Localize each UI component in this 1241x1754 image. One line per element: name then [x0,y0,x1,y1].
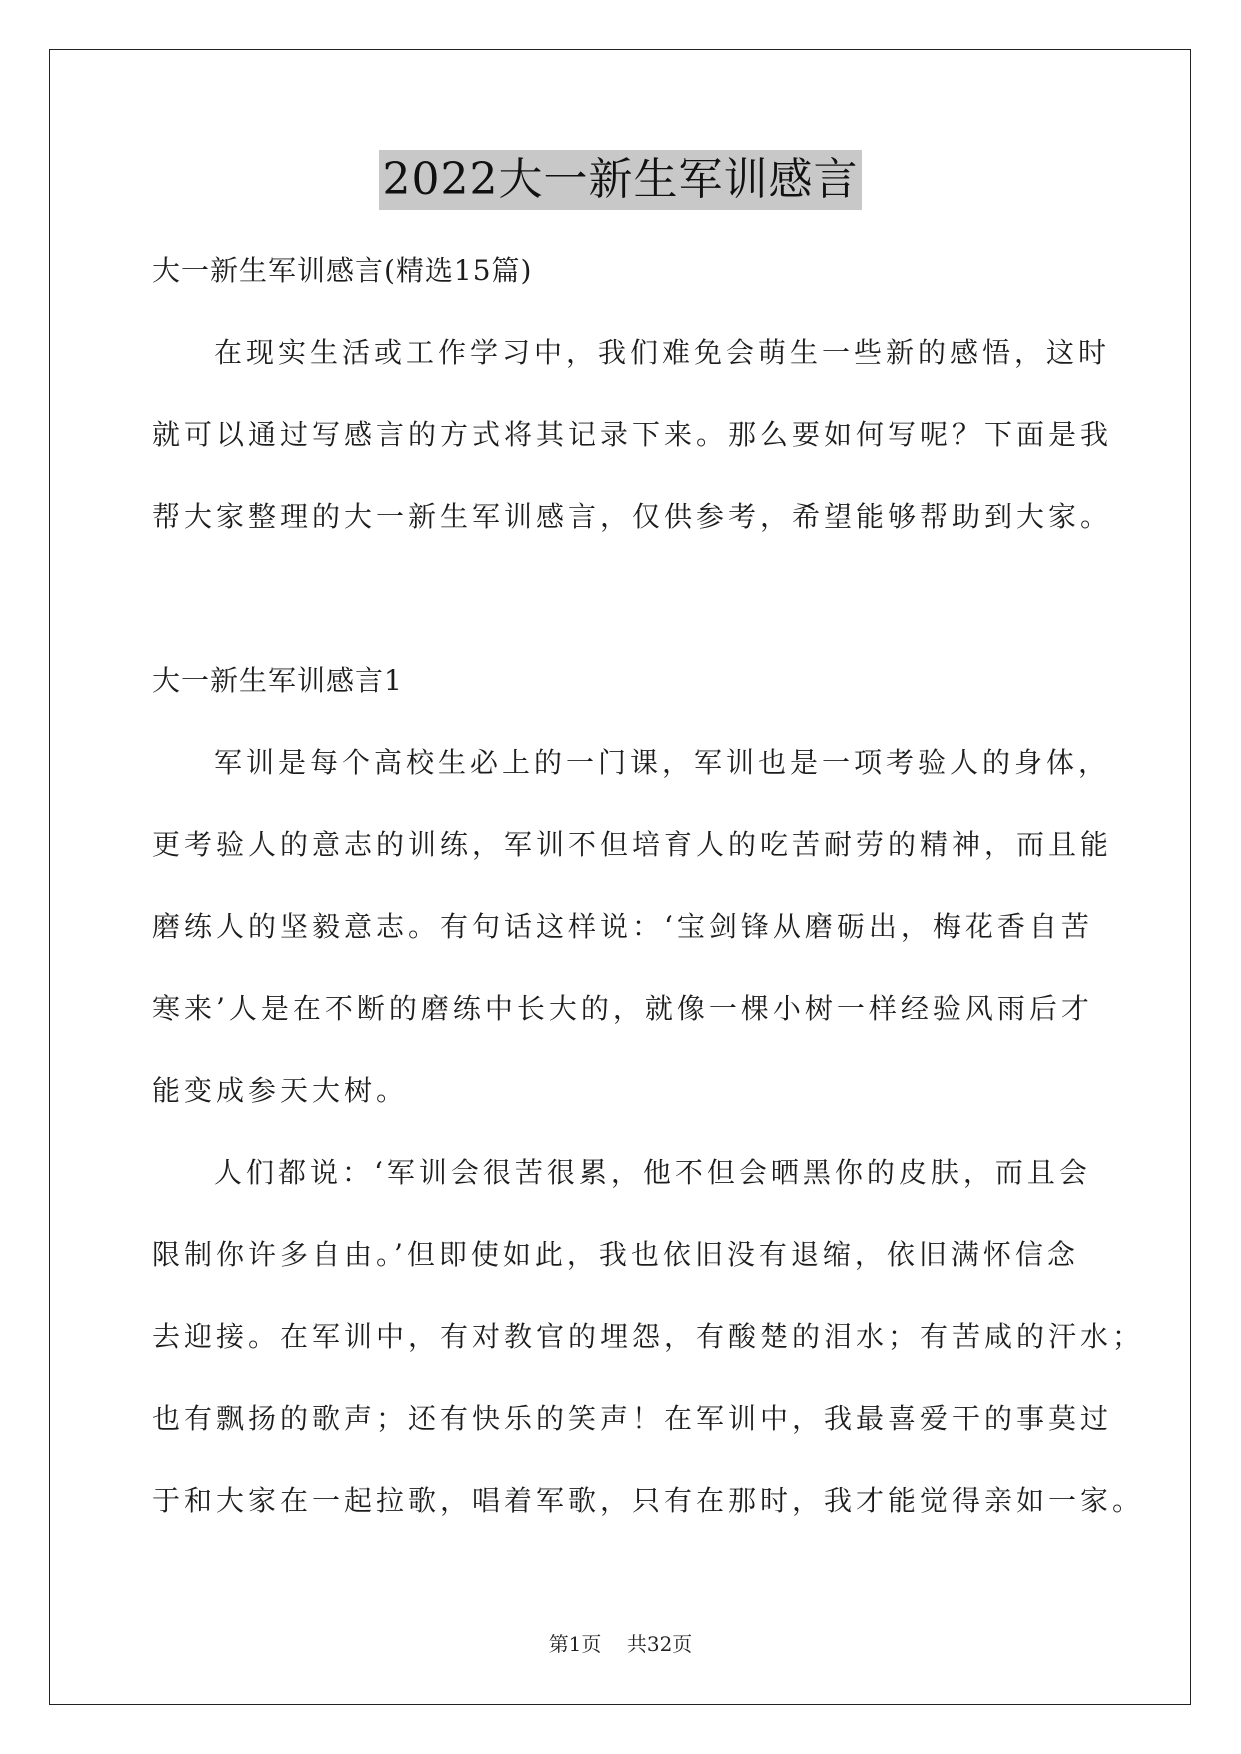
paragraph-line: 更考验人的意志的训练，军训不但培育人的吃苦耐劳的精神，而且能 [152,828,1113,861]
paragraph-line: 军训是每个高校生必上的一门课，军训也是一项考验人的身体， [214,746,1111,779]
page-total: 共32页 [626,1632,693,1656]
document-subtitle: 大一新生军训感言(精选15篇) [152,254,533,287]
paragraph-line: 限制你许多自由。’但即使如此，我也依旧没有退缩，依旧满怀信念 [152,1238,1079,1271]
document-title: 2022大一新生军训感言 [379,150,863,210]
paragraph-line: 于和大家在一起拉歌，唱着军歌，只有在那时，我才能觉得亲如一家。 [152,1484,1145,1517]
paragraph-line: 去迎接。在军训中，有对教官的埋怨，有酸楚的泪水；有苦咸的汗水； [152,1320,1145,1353]
paragraph-line: 也有飘扬的歌声；还有快乐的笑声！在军训中，我最喜爱干的事莫过 [152,1402,1113,1435]
blank-line [152,558,1092,640]
intro-line: 就可以通过写感言的方式将其记录下来。那么要如何写呢？下面是我 [152,418,1113,451]
section-heading: 大一新生军训感言1 [152,664,403,697]
paragraph-line: 磨练人的坚毅意志。有句话这样说：‘宝剑锋从磨砺出，梅花香自苦 [152,910,1093,943]
title-block [0,150,1241,210]
paragraph-line: 人们都说：‘军训会很苦很累，他不但会晒黑你的皮肤，而且会 [214,1156,1091,1189]
intro-line: 帮大家整理的大一新生军训感言，仅供参考，希望能够帮助到大家。 [152,500,1113,533]
document-body [152,230,1145,1542]
paragraph-line: 寒来’人是在不断的磨练中长大的，就像一棵小树一样经验风雨后才 [152,992,1093,1025]
page-number: 第1页 [548,1632,602,1656]
page-footer [0,1628,1241,1657]
paragraph-line: 能变成参天大树。 [152,1074,409,1107]
intro-line: 在现实生活或工作学习中，我们难免会萌生一些新的感悟，这时 [214,336,1111,369]
